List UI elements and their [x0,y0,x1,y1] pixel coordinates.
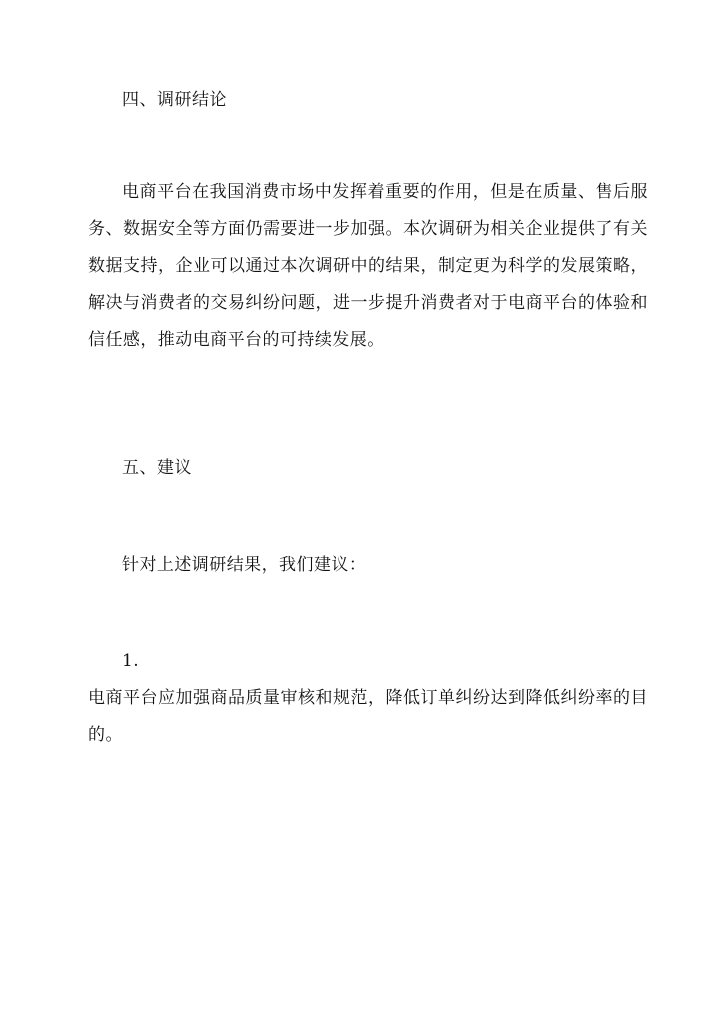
list-item-number: 1. [122,651,140,671]
list-item-text: 电商平台应加强商品质量审核和规范，降低订单纠纷达到降低纠纷率的目的。 [88,688,648,745]
section-heading-conclusion: 四、调研结论 [122,90,227,110]
section-heading-suggestions: 五、建议 [122,458,192,478]
suggestion-intro: 针对上述调研结果，我们建议： [122,555,367,575]
conclusion-paragraph: 电商平台在我国消费市场中发挥着重要的作用，但是在质量、售后服务、数据安全等方面仍需要进一步加强。本次调研为相关企业提供了有关数据支持，企业可以通过本次调研中的结果，制定更为科学的发展策略，解决与消费者的交易纠纷问题，进一步提升消费者对于电商平台的体验和信任感，推动电商平台的可持续发展。 [88,182,648,350]
